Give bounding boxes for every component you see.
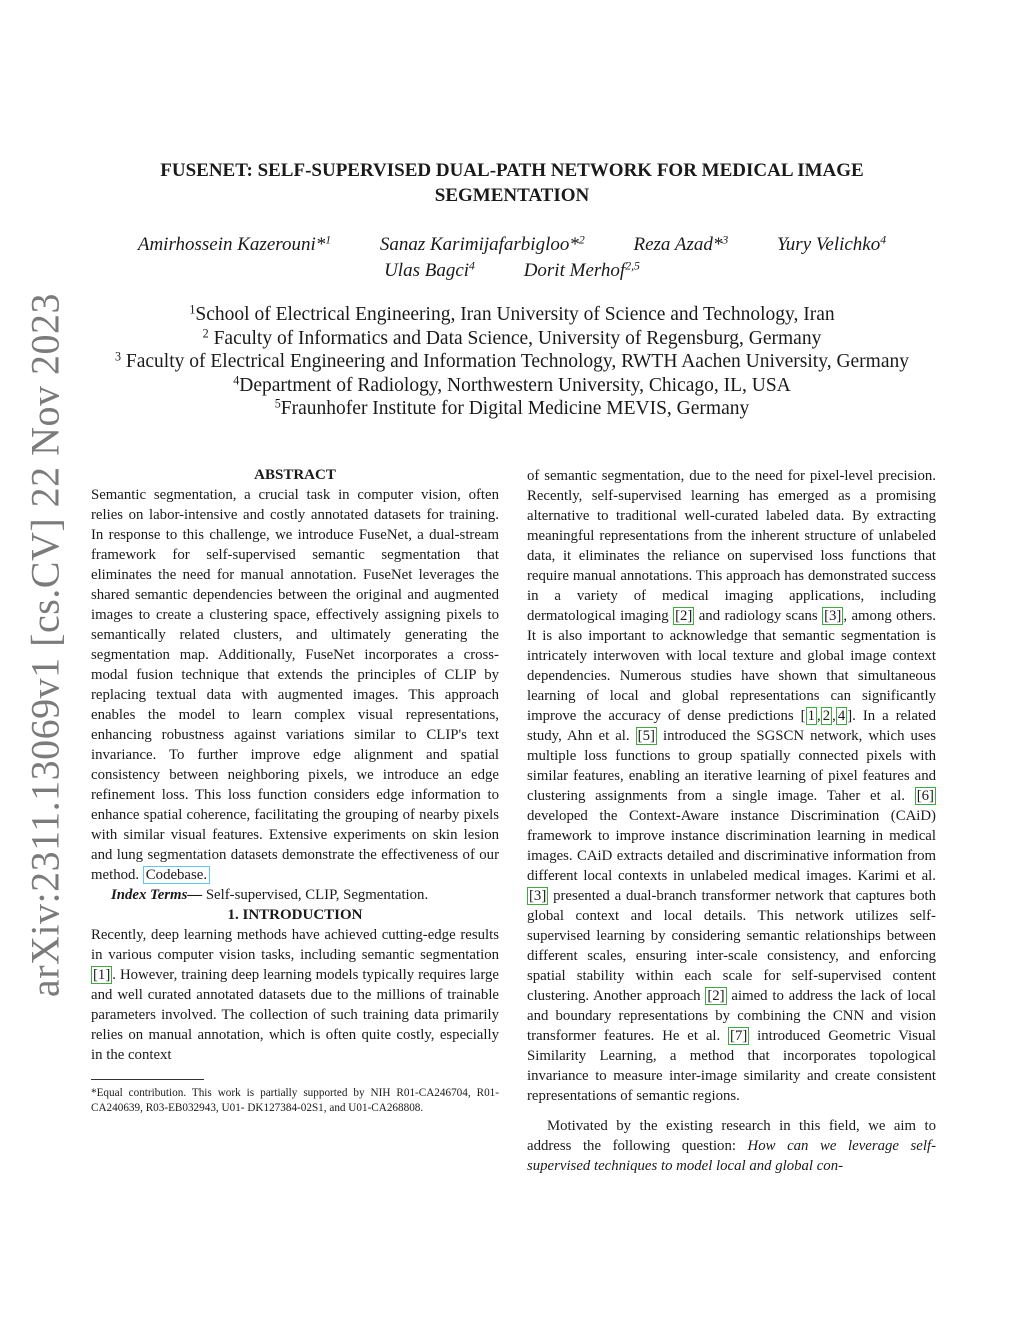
footnote: *Equal contribution. This work is partially supported by NIH R01-CA246704, R01-CA240639, R03-EB032943, U01- DK127384-02S1, and U01-CA268808. — [91, 1087, 499, 1114]
paper-title: FUSENET: SELF-SUPERVISED DUAL-PATH NETWORK FOR MEDICAL IMAGE SEGMENTATION — [160, 160, 864, 206]
affiliation: $^3$ Faculty of Electrical Engineering and Information Technology, RWTH Aachen University, Germany — [114, 349, 910, 373]
affiliation-list — [90, 303, 934, 421]
author: Amirhossein Kazerouni*$^1$ — [137, 233, 332, 255]
index-terms: Index Terms— Self-supervised, CLIP, Segmentation. — [111, 887, 429, 903]
citation-link[interactable]: 1 — [807, 708, 816, 724]
affiliation: $^4$Department of Radiology, Northwestern University, Chicago, IL, USA — [233, 373, 791, 396]
left-column — [91, 465, 499, 1116]
arxiv-sidebar-stamp — [22, 292, 68, 998]
citation-link[interactable]: [6] — [916, 788, 934, 804]
affiliation: $^5$Fraunhofer Institute for Digital Medicine MEVIS, Germany — [274, 396, 750, 420]
author: Dorit Merhof$^{2,5}$ — [523, 259, 640, 281]
citation-link[interactable]: 4 — [837, 708, 846, 724]
affiliation: $^2$ Faculty of Informatics and Data Science, University of Regensburg, Germany — [202, 325, 822, 349]
author: Sanaz Karimijafarbigloo*$^2$ — [379, 233, 585, 255]
author: Yury Velichko$^4$ — [776, 233, 887, 255]
right-column — [527, 466, 936, 1176]
abstract-heading: ABSTRACT — [254, 467, 336, 483]
arxiv-identifier: arXiv:2311.13069v1 [cs.CV] 22 Nov 2023 — [22, 292, 68, 998]
author: Reza Azad*$^3$ — [633, 233, 729, 255]
author: Ulas Bagci$^4$ — [384, 259, 475, 281]
introduction-heading: 1. INTRODUCTION — [227, 907, 363, 923]
introduction-continued: of semantic segmentation, due to the need for pixel-level precision. Recently, self-supervised learning has emerged as a promising alternative to traditional well-curated labeled data. By extracting meaningful representations from the inherent structure of unlabeled data, it eliminates the reliance on supervised loss functions that require manual annotations. This approach has demonstrated success in a variety of medical imaging applications, including dermatological imaging [2] and radiology scans [3] , among others. It is also important to acknowledge that semantic segmentation is intricately interwoven with local texture and global image context dependencies. Numerous studies have shown that simultaneous learning of local and global representations can significantly improve the accuracy of dense predictions [ 1 , 2 , 4 ]. In a related study, Ahn et al. [5] introduced the SGSCN network, which uses multiple loss functions to group spatially connected pixels with similar features, enabling an iterative learning of pixel features and clustering assignments from a single image. Taher et al. [6] developed the Context-Aware instance Discrimination (CAiD) framework to improve instance discrimination learning in medical images. CAiD extracts detailed and discriminative information from different local contexts in unlabeled medical images. Karimi et al. [3] presented a dual-branch transformer network that captures both global context and local details. This network utilizes self-supervised learning by considering semantic relationships between different scales, ensuring inter-scale consistency, and enforcing spatial stability within each scale for self-supervised content clustering. Another approach [2] aimed to address the lack of local and boundary representations by combining the CNN and vision transformer features. He et al. [7] introduced Geometric Visual Similarity Learning, a method that incorporates topological invariance to measure inter-image similarity and create consistent representations of semantic regions. — [527, 468, 937, 1104]
motivation-paragraph: Motivated by the existing research in this field, we aim to address the following question: How can we leverage self-supervised techniques to model local and global con- — [527, 1118, 937, 1174]
citation-link[interactable]: [2] — [675, 608, 693, 624]
affiliation: $^1$School of Electrical Engineering, Iran University of Science and Technology, Iran — [189, 302, 835, 325]
citation-link[interactable]: [7] — [730, 1028, 748, 1044]
footnote-divider — [91, 1079, 204, 1080]
codebase-link[interactable]: Codebase. — [143, 866, 210, 884]
citation-link[interactable]: [2] — [707, 988, 725, 1004]
author-list — [100, 232, 924, 284]
introduction-paragraph: Recently, deep learning methods have achieved cutting-edge results in various computer vision tasks, including semantic segmentation [1] . However, training deep learning models typically requires large and well curated annotated datasets due to the millions of trainable parameters involved. The collection of such training data primarily relies on manual annotation, which is often quite costly, especially in the context — [91, 927, 499, 1063]
citation-link[interactable]: [5] — [637, 728, 655, 744]
citation-link[interactable]: [1] — [93, 967, 111, 983]
citation-link[interactable]: [3] — [824, 608, 842, 624]
citation-link[interactable]: [3] — [529, 888, 547, 904]
abstract-body: Semantic segmentation, a crucial task in computer vision, often relies on labor-intensive and costly annotated datasets for training. In response to this challenge, we introduce FuseNet, a dual-stream framework for self-supervised semantic segmentation that eliminates the need for manual annotation. FuseNet leverages the shared semantic dependencies between the original and augmented images to create a clustering space, effectively assigning pixels to semantically related clusters, and ultimately generating the segmentation map. Additionally, FuseNet incorporates a cross-modal fusion technique that extends the principles of CLIP by replacing textual data with augmented images. This approach enables the model to learn complex visual representations, enhancing robustness against variations similar to CLIP's text invariance. To further improve edge alignment and spatial consistency between neighboring pixels, we introduce an edge refinement loss. This loss function considers edge information to enhance spatial coherence, facilitating the grouping of nearby pixels with similar visual features. Extensive experiments on skin lesion and lung segmentation datasets demonstrate the effectiveness of our method. Codebase. — [91, 487, 499, 883]
citation-link[interactable]: 2 — [822, 708, 831, 724]
